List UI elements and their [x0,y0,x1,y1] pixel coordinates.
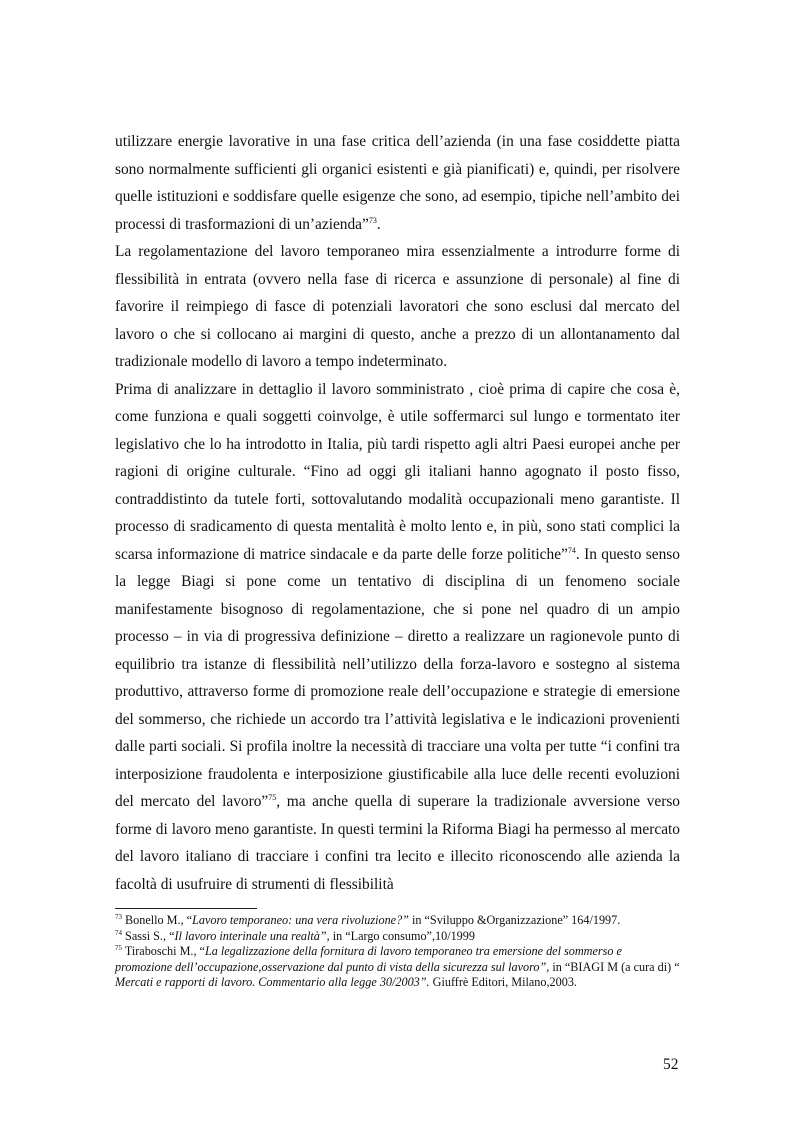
footnote-75: $^{75}$ Tiraboschi M., “La legalizzazione della fornitura di lavoro temporaneo tra emersione del sommerso e promozione dell’occupazione,osservazione dal punto di vista della sicurezza sul lavoro”, in “BIAGI M (a cura di) “ Mercati e rapporti di lavoro. Commentario alla legge 30/2003”. Giuffrè Editori, Milano,2003. [115,943,680,989]
footnote-74: $^{74}$ Sassi S., “Il lavoro interinale una realtà”, in “Largo consumo”,10/1999 [115,928,475,943]
page-number: 52 [663,1056,679,1073]
footnote-ref: 73 [115,912,122,921]
italic-text: Mercati e rapporti di lavoro. Commentario alla legge 30/2003”. [115,975,430,989]
paragraph: utilizzare energie lavorative in una fase critica dell’azienda (in una fase cosiddette piatta sono normalmente sufficienti gli organici esistenti e già pianificati) e, quindi, per risolvere quelle istituzioni e soddisfare quelle esigenze che sono, ad esempio, tipiche nell’ambito dei processi di trasformazioni di un’azienda”$^{73}$. [115,133,680,233]
italic-text: Il lavoro interinale una realtà”, [174,928,330,943]
footnote-ref: 74 [567,545,576,555]
footnote-separator [115,908,257,909]
footnote-ref: 75 [115,943,122,952]
footnotes [115,913,680,991]
paragraph: Prima di analizzare in dettaglio il lavoro somministrato , cioè prima di capire che cosa è, come funziona e quali soggetti coinvolge, è utile soffermarci sul lungo e tormentato iter legislativo che lo ha introdotto in Italia, più tardi rispetto agli altri Paesi europei anche per ragioni di origine culturale. “Fino ad oggi gli italiani hanno agognato il posto fisso, contraddistinto da tutele forti, sottovalutando modalità occupazionali meno garantiste. Il processo di sradicamento di questa mentalità è molto lento e, in più, sono stati complici la scarsa informazione di matrice sindacale e da parte delle forze politiche”$^{74}$. In questo senso la legge Biagi si pone come un tentativo di disciplina di un fenomeno sociale manifestamente bisognoso di regolamentazione, che si pone nel quadro di un ampio processo – in via di progressiva definizione – diretto a realizzare un ragionevole punto di equilibrio tra istanze di flessibilità nell’utilizzo della forza-lavoro e sostegno al sistema produttivo, attraverso forme di promozione reale dell’occupazione e strategie di emersione del sommerso, che richiede un accordo tra l’attività legislativa e le indicazioni provenienti dalle parti sociali. Si profila inoltre la necessità di tracciare una volta per tutte “i confini tra interposizione fraudolenta e interposizione giustificabile alla luce delle recenti evoluzioni del mercato del lavoro”$^{75}$, ma anche quella di superare la tradizionale avversione verso forme di lavoro meno garantiste. In questi termini la Riforma Biagi ha permesso al mercato del lavoro italiano di tracciare i confini tra lecito e illecito riconoscendo alle azienda la facoltà di usufruire di strumenti di flessibilità [115,380,680,893]
body-text [115,128,680,898]
italic-text: La legalizzazione della fornitura di lavoro temporaneo tra emersione del sommerso e promozione dell’occupazione,osservazione dal punto di vista della sicurezza sul lavoro”, [115,944,622,974]
footnote-73: $^{73}$ Bonello M., “Lavoro temporaneo: una vera rivoluzione?” in “Sviluppo &Organizzazione” 164/1997. [115,912,621,927]
footnote-ref: 73 [368,215,377,225]
footnote-ref: 74 [115,928,122,937]
italic-text: Lavoro temporaneo: una vera rivoluzione?” [192,913,409,927]
paragraph: La regolamentazione del lavoro temporaneo mira essenzialmente a introdurre forme di flessibilità in entrata (ovvero nella fase di ricerca e assunzione di personale) al fine di favorire il reimpiego di fasce di potenziali lavoratori che sono esclusi dal mercato del lavoro o che si collocano ai margini di questo, anche a prezzo di un allontanamento dal tradizionale modello di lavoro a tempo indeterminato. [115,243,680,370]
footnote-ref: 75 [268,792,277,802]
